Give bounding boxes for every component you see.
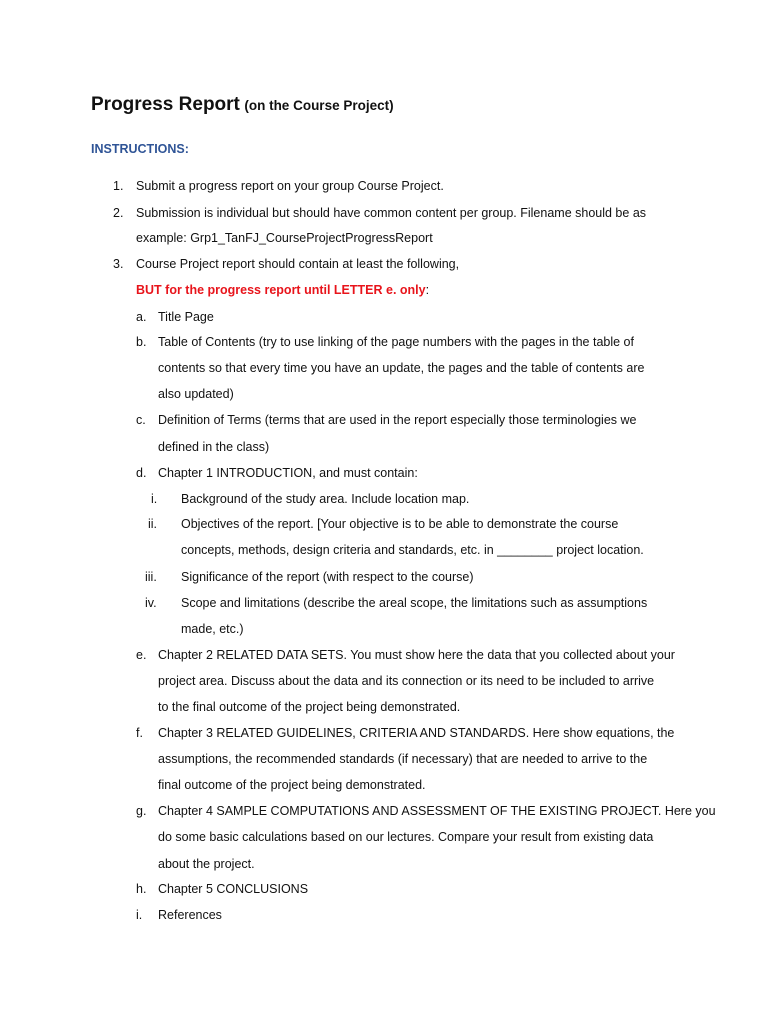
list-marker: e. xyxy=(136,648,147,662)
list-item-text: Chapter 2 RELATED DATA SETS. You must show here the data that you collected about your xyxy=(158,648,675,662)
list-marker: d. xyxy=(136,466,147,480)
list-item-text: project area. Discuss about the data and its connection or its need to be included to arrive xyxy=(158,674,655,688)
list-marker: g. xyxy=(136,804,147,818)
list-marker: f. xyxy=(136,726,143,740)
list-item-text: Background of the study area. Include location map. xyxy=(181,492,470,506)
list-item-text: example: Grp1_TanFJ_CourseProjectProgressReport xyxy=(136,231,433,245)
list-item-text: Chapter 4 SAMPLE COMPUTATIONS AND ASSESSMENT OF THE EXISTING PROJECT. Here you xyxy=(158,804,716,818)
list-item-text: made, etc.) xyxy=(181,622,244,636)
list-item-text: contents so that every time you have an update, the pages and the table of contents are xyxy=(158,361,645,375)
red-note-colon: : xyxy=(425,283,430,297)
list-marker: i. xyxy=(136,908,143,922)
list-marker: a. xyxy=(136,310,147,324)
list-marker: ii. xyxy=(148,517,158,531)
red-note-text: BUT for the progress report until LETTER e. only xyxy=(136,283,426,297)
list-item-text: Significance of the report (with respect to the course) xyxy=(181,570,474,584)
list-item-text: final outcome of the project being demonstrated. xyxy=(158,778,426,792)
list-item-text: Title Page xyxy=(158,310,214,324)
list-item-text: Chapter 1 INTRODUCTION, and must contain: xyxy=(158,466,418,480)
list-item-text: to the final outcome of the project being demonstrated. xyxy=(158,700,461,714)
list-item-text: concepts, methods, design criteria and standards, etc. in ________ project location. xyxy=(181,543,644,557)
instructions-heading: INSTRUCTIONS: xyxy=(91,142,189,156)
page-title xyxy=(91,94,394,116)
list-item-text: Submission is individual but should have common content per group. Filename should be as xyxy=(136,206,647,220)
list-item-text: Definition of Terms (terms that are used in the report especially those terminologies we xyxy=(158,413,637,427)
list-marker: c. xyxy=(136,413,146,427)
list-item-text: do some basic calculations based on our lectures. Compare your result from existing data xyxy=(158,830,654,844)
list-marker: 2. xyxy=(113,206,124,220)
list-item-text: also updated) xyxy=(158,387,234,401)
list-marker: b. xyxy=(136,335,147,349)
list-item-text: Objectives of the report. [Your objective is to be able to demonstrate the course xyxy=(181,517,619,531)
list-item-text: Course Project report should contain at least the following, xyxy=(136,257,460,271)
list-marker: h. xyxy=(136,882,147,896)
list-marker: iii. xyxy=(145,570,157,584)
title-main: Progress Report xyxy=(91,94,240,115)
red-note xyxy=(136,282,429,298)
list-item-text: defined in the class) xyxy=(158,440,270,454)
list-marker: i. xyxy=(151,492,158,506)
list-marker: 1. xyxy=(113,179,124,193)
title-subtitle: (on the Course Project) xyxy=(244,98,394,113)
list-item-text: assumptions, the recommended standards (if necessary) that are needed to arrive to the xyxy=(158,752,648,766)
list-item-text: about the project. xyxy=(158,857,255,871)
list-marker: 3. xyxy=(113,257,124,271)
list-item-text: Submit a progress report on your group Course Project. xyxy=(136,179,444,193)
list-item-text: Chapter 5 CONCLUSIONS xyxy=(158,882,309,896)
list-item-text: Scope and limitations (describe the areal scope, the limitations such as assumptions xyxy=(181,596,648,610)
list-item-text: Chapter 3 RELATED GUIDELINES, CRITERIA AND STANDARDS. Here show equations, the xyxy=(158,726,675,740)
list-marker: iv. xyxy=(145,596,157,610)
list-item-text: References xyxy=(158,908,222,922)
list-item-text: Table of Contents (try to use linking of the page numbers with the pages in the table of xyxy=(158,335,634,349)
